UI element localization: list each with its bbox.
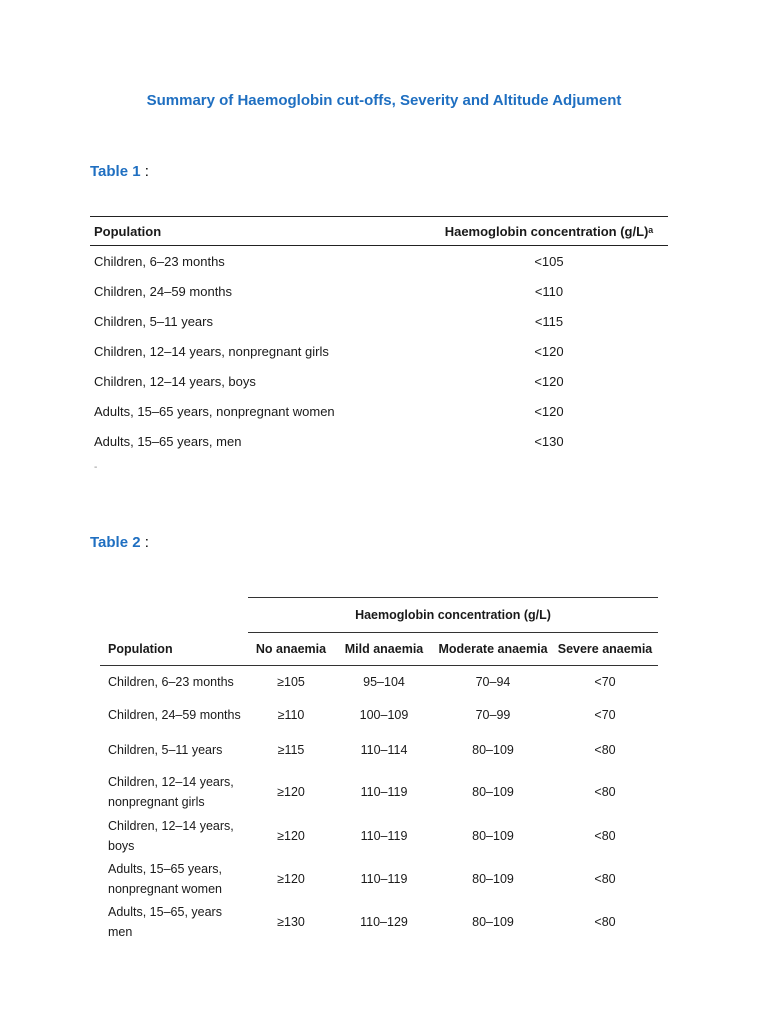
table2-header-severe-anaemia: Severe anaemia xyxy=(552,633,658,666)
table2-header-row xyxy=(100,633,658,666)
table1-label-text: Table 1 xyxy=(90,163,141,180)
table2-cell-population xyxy=(100,769,248,816)
table2-cell-moderate-anaemia: 80–109 xyxy=(472,785,514,799)
table2-cell-severe-anaemia: <80 xyxy=(594,914,616,929)
table2-header-no-anaemia: No anaemia xyxy=(248,633,334,666)
table2-cell-mild-anaemia: 110–119 xyxy=(360,785,408,799)
stray-mark: - xyxy=(94,462,98,473)
table1-cell-population: Children, 24–59 months xyxy=(94,283,233,299)
table2-cell-severe-anaemia: <80 xyxy=(594,743,616,757)
table2-cell-severe-anaemia: <70 xyxy=(594,675,616,690)
table1-cell-value: <110 xyxy=(534,283,564,299)
table2-cell-severe-anaemia: <80 xyxy=(594,785,616,799)
table1-cell-value: <120 xyxy=(534,343,564,359)
table-row xyxy=(90,426,668,456)
table2-cell-population xyxy=(100,699,248,732)
table2-cell-mild-anaemia: 110–114 xyxy=(360,743,408,757)
table2-cell-severe-anaemia: <80 xyxy=(594,871,616,886)
table-row xyxy=(90,306,668,336)
table2-cell-population xyxy=(100,666,248,699)
population-line: Children, 12–14 years, boys xyxy=(108,818,234,853)
table-row xyxy=(100,699,658,732)
table1-cell-population: Children, 12–14 years, nonpregnant girls xyxy=(94,343,329,359)
table2-cell-no-anaemia: ≥110 xyxy=(277,708,305,722)
table2-cell-population xyxy=(100,816,248,856)
table2-cell-mild-anaemia: 110–119 xyxy=(360,828,408,843)
table-row xyxy=(100,732,658,769)
table2-cell-moderate-anaemia: 80–109 xyxy=(472,871,514,886)
table2-cell-moderate-anaemia: 80–109 xyxy=(472,743,514,757)
table2-header-mild-anaemia: Mild anaemia xyxy=(334,633,434,666)
table-row xyxy=(90,396,668,426)
table2-label xyxy=(90,534,149,551)
table-row xyxy=(100,666,658,699)
population-line: Adults, 15–65 years, xyxy=(108,861,222,876)
table1-cell-population: Children, 5–11 years xyxy=(94,313,213,329)
table2-cell-moderate-anaemia: 80–109 xyxy=(472,914,514,929)
table1-cell-population: Adults, 15–65 years, men xyxy=(94,433,242,449)
table1-cell-population: Children, 6–23 months xyxy=(94,253,225,269)
table2-cell-no-anaemia: ≥120 xyxy=(277,828,305,843)
table1-cell-value: <105 xyxy=(534,253,564,269)
population-line: Children, 24–59 months xyxy=(108,708,241,722)
population-line: Children, 6–23 months xyxy=(108,675,234,690)
table2-cell-mild-anaemia: 110–129 xyxy=(360,914,408,929)
table2-cell-population xyxy=(100,856,248,902)
table1-label xyxy=(90,163,149,180)
table-row xyxy=(100,902,658,942)
table2-cell-population xyxy=(100,902,248,942)
table1-label-suffix: : xyxy=(140,163,149,180)
table2-group-header: Haemoglobin concentration (g/L) xyxy=(248,598,658,633)
table1-header-row xyxy=(90,217,668,246)
table2 xyxy=(100,597,658,942)
table2-cell-no-anaemia: ≥120 xyxy=(277,785,305,799)
table1-cell-value: <130 xyxy=(534,433,564,449)
table2-group-header-row xyxy=(100,598,658,633)
population-line: nonpregnant women xyxy=(108,881,222,896)
table1-cell-population: Adults, 15–65 years, nonpregnant women xyxy=(94,403,335,419)
table-row xyxy=(90,246,668,277)
population-line: Adults, 15–65, years men xyxy=(108,904,222,939)
table2-cell-moderate-anaemia: 80–109 xyxy=(472,828,514,843)
table2-cell-no-anaemia: ≥130 xyxy=(277,914,305,929)
table1-cell-value: <115 xyxy=(534,313,564,329)
population-line: nonpregnant girls xyxy=(108,795,205,809)
table2-cell-severe-anaemia: <70 xyxy=(594,708,616,722)
table-row xyxy=(90,336,668,366)
table1-header-concentration: Haemoglobin concentration (g/L)ᵃ xyxy=(430,217,668,246)
table2-cell-moderate-anaemia: 70–94 xyxy=(475,675,511,690)
table1-header-population: Population xyxy=(90,217,430,246)
table-row xyxy=(90,276,668,306)
table2-label-text: Table 2 xyxy=(90,534,141,551)
table2-group-spacer xyxy=(100,598,248,633)
table2-header-moderate-anaemia: Moderate anaemia xyxy=(434,633,552,666)
population-line: Children, 12–14 years, xyxy=(108,775,234,789)
table1-cell-value: <120 xyxy=(534,373,564,389)
table-row xyxy=(100,856,658,902)
population-line: Children, 5–11 years xyxy=(108,743,223,757)
table2-cell-no-anaemia: ≥115 xyxy=(277,743,305,757)
table2-cell-mild-anaemia: 110–119 xyxy=(360,871,408,886)
table-row xyxy=(90,366,668,396)
table2-cell-moderate-anaemia: 70–99 xyxy=(475,708,511,722)
table-row xyxy=(100,816,658,856)
table-row xyxy=(100,769,658,816)
table2-cell-no-anaemia: ≥105 xyxy=(277,675,305,690)
table2-cell-population xyxy=(100,732,248,769)
table2-cell-severe-anaemia: <80 xyxy=(594,828,616,843)
table1-cell-population: Children, 12–14 years, boys xyxy=(94,373,256,389)
table2-cell-no-anaemia: ≥120 xyxy=(277,871,305,886)
document-title: Summary of Haemoglobin cut-offs, Severity and Altitude Adjument xyxy=(146,92,622,109)
table2-label-suffix: : xyxy=(140,534,149,551)
table1 xyxy=(90,216,668,456)
table2-cell-mild-anaemia: 100–109 xyxy=(359,708,409,722)
table1-cell-value: <120 xyxy=(534,403,564,419)
table2-header-population: Population xyxy=(100,633,248,666)
table2-cell-mild-anaemia: 95–104 xyxy=(363,675,405,690)
